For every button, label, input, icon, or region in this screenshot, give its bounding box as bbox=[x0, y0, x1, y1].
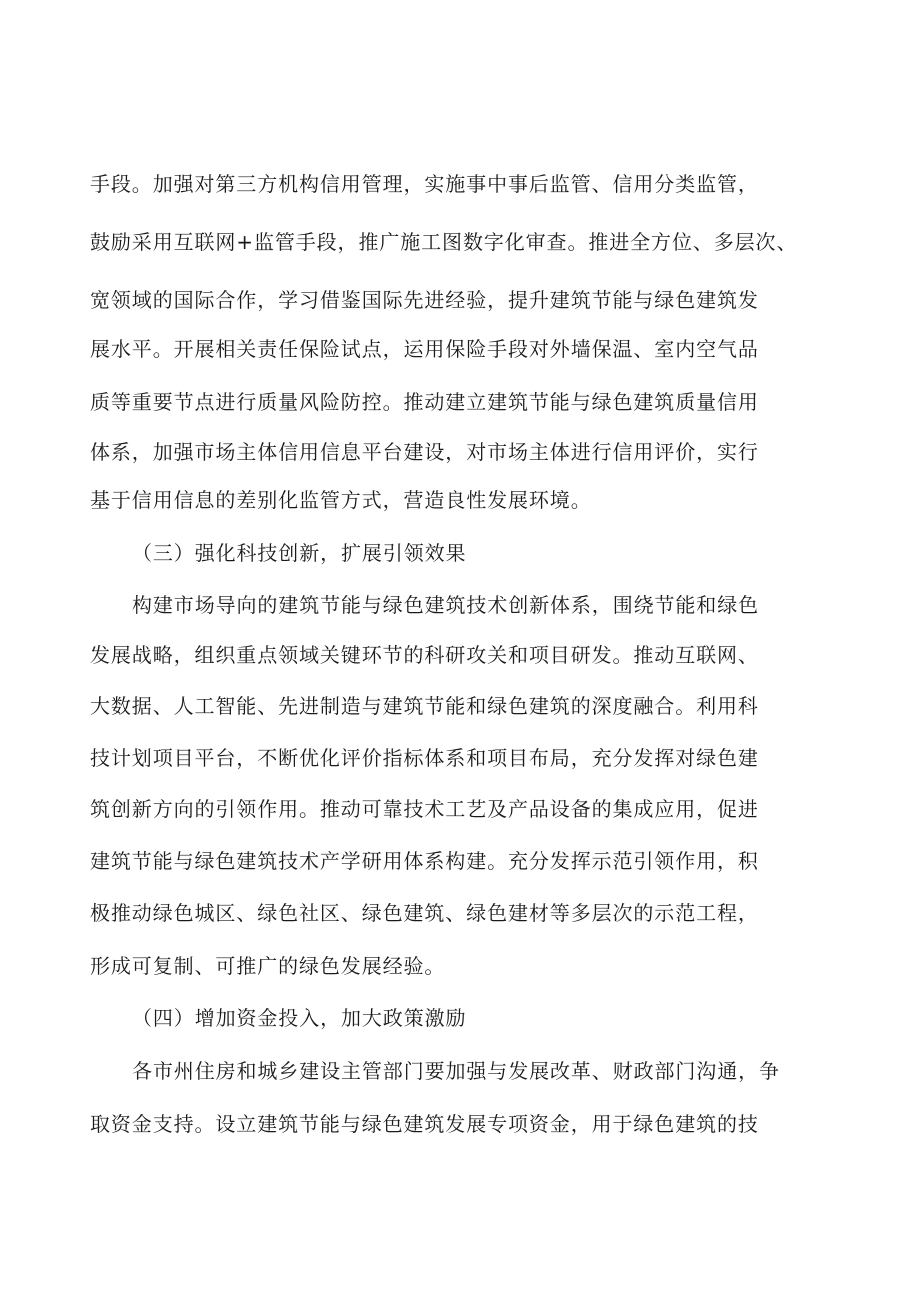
paragraph-line: 筑创新方向的引领作用。推动可靠技术工艺及产品设备的集成应用，促进 bbox=[90, 797, 759, 821]
paragraph-line: 大数据、人工智能、先进制造与建筑节能和绿色建筑的深度融合。利用科 bbox=[90, 694, 759, 718]
paragraph-line: 极推动绿色城区、绿色社区、绿色建筑、绿色建材等多层次的示范工程， bbox=[90, 901, 759, 925]
paragraph-line: 技计划项目平台，不断优化评价指标体系和项目布局，充分发挥对绿色建 bbox=[90, 746, 759, 770]
paragraph-line: 手段。加强对第三方机构信用管理，实施事中事后监管、信用分类监管， bbox=[90, 172, 759, 196]
paragraph-line: 构建市场导向的建筑节能与绿色建筑技术创新体系，围绕节能和绿色 bbox=[132, 593, 759, 617]
paragraph-line: 质等重要节点进行质量风险防控。推动建立建筑节能与绿色建筑质量信用 bbox=[90, 390, 759, 414]
section-heading: （三）强化科技创新，扩展引领效果 bbox=[132, 541, 467, 565]
paragraph-line: 形成可复制、可推广的绿色发展经验。 bbox=[90, 954, 446, 978]
section-heading: （四）增加资金投入，加大政策激励 bbox=[132, 1006, 467, 1030]
paragraph-line: 体系，加强市场主体信用信息平台建设，对市场主体进行信用评价，实行 bbox=[90, 440, 759, 464]
paragraph-line: 基于信用信息的差别化监管方式，营造良性发展环境。 bbox=[90, 488, 592, 512]
paragraph-line: 取资金支持。设立建筑节能与绿色建筑发展专项资金，用于绿色建筑的技 bbox=[90, 1112, 759, 1136]
paragraph-line: 宽领域的国际合作，学习借鉴国际先进经验，提升建筑节能与绿色建筑发 bbox=[90, 288, 759, 312]
paragraph-line: 发展战略，组织重点领域关键环节的科研攻关和项目研发。推动互联网、 bbox=[90, 643, 759, 667]
paragraph-line: 各市州住房和城乡建设主管部门要加强与发展改革、财政部门沟通，争 bbox=[132, 1059, 780, 1083]
paragraph-line: 建筑节能与绿色建筑技术产学研用体系构建。充分发挥示范引领作用，积 bbox=[90, 849, 759, 873]
paragraph-line: 展水平。开展相关责任保险试点，运用保险手段对外墙保温、室内空气品 bbox=[90, 337, 759, 361]
paragraph-line: 鼓励采用互联网+监管手段，推广施工图数字化审查。推进全方位、多层次、 bbox=[90, 230, 798, 254]
